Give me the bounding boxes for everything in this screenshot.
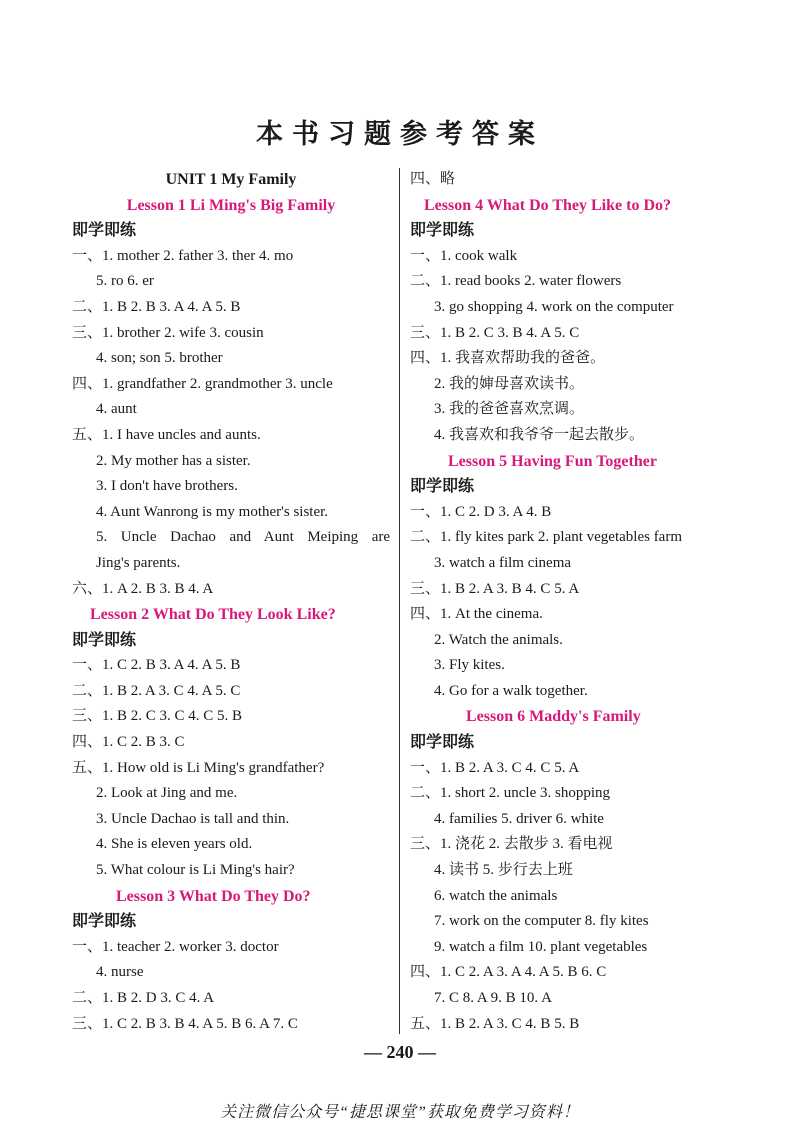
lesson-6-section: 即学即练 — [410, 734, 475, 752]
answer-line: 三、1. C 2. B 3. B 4. A 5. B 6. A 7. C — [72, 1015, 298, 1032]
answer-line: 一、1. C 2. D 3. A 4. B — [410, 503, 552, 520]
lesson-5-title: Lesson 5 Having Fun Together — [448, 452, 657, 470]
answer-line: 4. 我喜欢和我爷爷一起去散步。 — [434, 426, 645, 443]
footer-note: 关注微信公众号“捷思课堂”获取免费学习资料！ — [220, 1104, 580, 1121]
lesson-4-section: 即学即练 — [410, 222, 475, 240]
answer-line: 4. She is eleven years old. — [96, 836, 253, 853]
answer-line: 五、1. I have uncles and aunts. — [72, 426, 261, 443]
answer-line: 三、1. B 2. C 3. B 4. A 5. C — [410, 324, 580, 341]
unit-heading: UNIT 1 My Family — [165, 171, 297, 188]
answer-line: 二、1. B 2. B 3. A 4. A 5. B — [72, 298, 241, 315]
answer-line: 一、1. C 2. B 3. A 4. A 5. B — [72, 657, 241, 674]
answer-line: 二、1. read books 2. water flowers — [410, 273, 622, 290]
answer-line: 二、1. fly kites park 2. plant vegetables farm — [410, 529, 683, 546]
answer-line: 5. Uncle Dachao and Aunt Meiping are — [96, 529, 390, 546]
answer-line: 4. 读书 5. 步行去上班 — [434, 862, 573, 879]
answer-line: 2. Watch the animals. — [434, 631, 563, 648]
answer-line: 4. nurse — [96, 964, 144, 981]
lesson-3-section: 即学即练 — [72, 913, 137, 931]
answer-line: 一、1. mother 2. father 3. ther 4. mo — [72, 247, 294, 264]
answer-line: 一、1. B 2. A 3. C 4. C 5. A — [410, 759, 580, 776]
column-divider — [399, 168, 400, 1034]
answer-line: 四、1. At the cinema. — [410, 606, 543, 623]
answer-line: 三、1. 浇花 2. 去散步 3. 看电视 — [410, 836, 613, 853]
answer-line: 6. watch the animals — [434, 887, 558, 904]
answer-line: 9. watch a film 10. plant vegetables — [434, 938, 648, 955]
answer-line: 4. aunt — [96, 401, 137, 418]
answer-line: 4. Go for a walk together. — [434, 682, 588, 699]
answer-line: 三、1. brother 2. wife 3. cousin — [72, 324, 264, 341]
answer-line: 2. My mother has a sister. — [96, 452, 251, 469]
lesson-1-section: 即学即练 — [72, 222, 137, 240]
right-column — [410, 167, 740, 1037]
answer-line: 三、1. B 2. A 3. B 4. C 5. A — [410, 580, 580, 597]
answer-line: Jing's parents. — [96, 554, 181, 571]
answer-line: 四、1. grandfather 2. grandmother 3. uncle — [72, 375, 333, 392]
lesson-6-title: Lesson 6 Maddy's Family — [466, 708, 641, 726]
page-number: — 240 — — [364, 1042, 436, 1062]
answer-line: 3. go shopping 4. work on the computer — [434, 298, 674, 315]
answer-line: 3. watch a film cinema — [434, 554, 572, 571]
answer-line: 四、1. 我喜欢帮助我的爸爸。 — [410, 350, 606, 367]
answer-line: 4. son; son 5. brother — [96, 350, 223, 367]
lesson-3-title: Lesson 3 What Do They Do? — [116, 887, 311, 905]
answer-line: 2. Look at Jing and me. — [96, 785, 238, 802]
answer-line: 4. Aunt Wanrong is my mother's sister. — [96, 503, 329, 520]
answer-line: 五、1. B 2. A 3. C 4. B 5. B — [410, 1015, 580, 1032]
answer-line: 4. families 5. driver 6. white — [434, 810, 604, 827]
answer-line: 5. What colour is Li Ming's hair? — [96, 862, 295, 879]
answer-line: 四、1. C 2. A 3. A 4. A 5. B 6. C — [410, 964, 607, 981]
answer-line: 3. Fly kites. — [434, 657, 505, 674]
answer-line: 5. ro 6. er — [96, 273, 154, 290]
answer-line: 一、1. cook walk — [410, 247, 518, 264]
answer-line: 一、1. teacher 2. worker 3. doctor — [72, 938, 279, 955]
answer-line: 2. 我的婶母喜欢读书。 — [434, 375, 585, 392]
answer-line: 二、1. B 2. D 3. C 4. A — [72, 990, 215, 1006]
lesson-1-title: Lesson 1 Li Ming's Big Family — [126, 196, 336, 214]
lesson-4-title: Lesson 4 What Do They Like to Do? — [424, 196, 671, 214]
answer-line: 六、1. A 2. B 3. B 4. A — [72, 580, 214, 597]
answer-line: 二、1. short 2. uncle 3. shopping — [410, 785, 610, 802]
lesson-2-title: Lesson 2 What Do They Look Like? — [90, 606, 336, 624]
answer-line: 3. I don't have brothers. — [96, 478, 238, 495]
answer-line: 3. Uncle Dachao is tall and thin. — [96, 810, 290, 827]
lesson-5-section: 即学即练 — [410, 478, 475, 496]
answer-line: 3. 我的爸爸喜欢烹调。 — [434, 401, 585, 418]
answer-line: 四、略 — [410, 171, 456, 187]
page-title: 本书习题参考答案 — [256, 119, 544, 149]
answer-line: 7. C 8. A 9. B 10. A — [434, 990, 552, 1006]
answer-line: 7. work on the computer 8. fly kites — [434, 913, 649, 930]
answer-line: 三、1. B 2. C 3. C 4. C 5. B — [72, 708, 243, 725]
left-column — [72, 167, 390, 1037]
answer-line: 五、1. How old is Li Ming's grandfather? — [72, 759, 325, 776]
lesson-2-section: 即学即练 — [72, 631, 137, 649]
answer-line: 四、1. C 2. B 3. C — [72, 734, 185, 751]
answer-line: 二、1. B 2. A 3. C 4. A 5. C — [72, 682, 241, 699]
